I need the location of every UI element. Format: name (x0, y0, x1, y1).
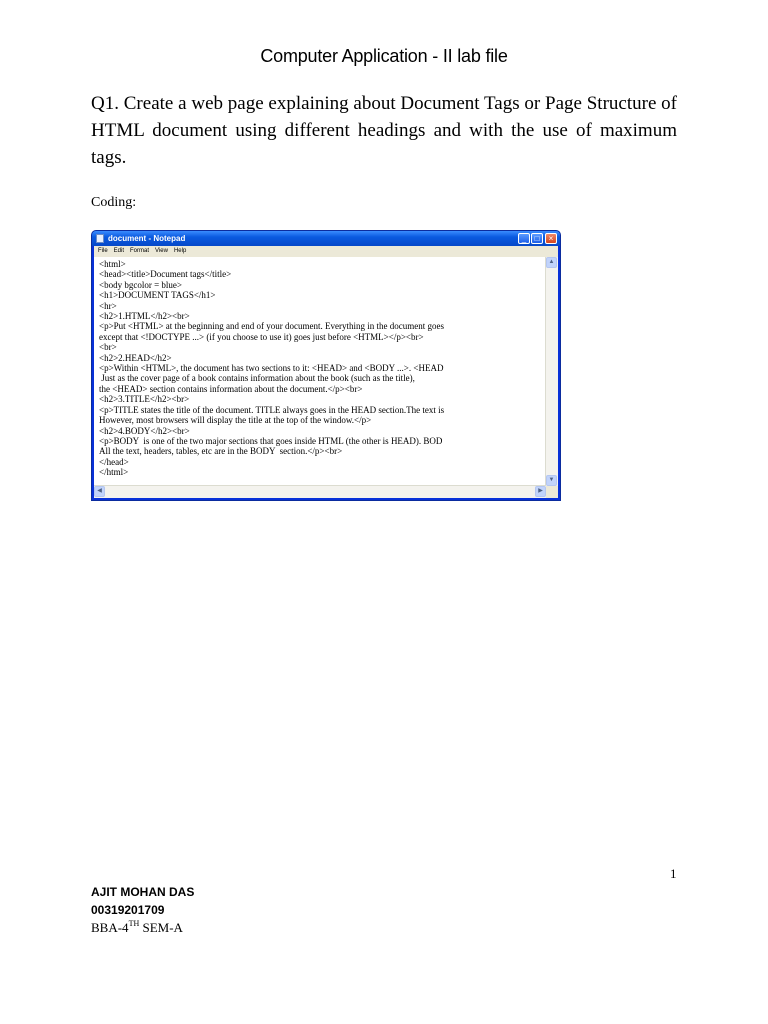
notepad-titlebar[interactable] (92, 231, 560, 246)
page-title: Computer Application - II lab file (260, 46, 508, 66)
notepad-menubar (94, 246, 558, 257)
menu-file[interactable]: File (98, 248, 108, 254)
notepad-app-icon (96, 234, 104, 243)
menu-view[interactable]: View (155, 248, 168, 254)
class-superscript: TH (128, 919, 140, 928)
class-suffix: SEM-A (139, 920, 183, 935)
close-icon[interactable]: × (545, 233, 557, 244)
horizontal-scrollbar[interactable] (94, 485, 546, 498)
footer (91, 883, 194, 937)
roll-number: 00319201709 (91, 903, 165, 917)
notepad-title: document - Notepad (108, 234, 186, 243)
notepad-window (91, 230, 561, 501)
scroll-right-icon[interactable]: ▶ (535, 486, 546, 497)
scroll-up-icon[interactable]: ▲ (546, 257, 557, 268)
menu-help[interactable]: Help (173, 248, 187, 254)
class-info (91, 919, 194, 937)
notepad-text[interactable]: <html> <head><title>Document tags</title> <body bgcolor = blue> <h1>DOCUMENT TAGS</h1> <hr> <h2>1.HTML</h2><br> <p>Put <HTML> at the beginning and end of your document. Everything in the document goes except that <!DOCTYPE ...> (if you choose to use it) goes just before <HTML></p><br> <br> <h2>2.HEAD</h2> <p>Within <HTML>, the document has two sections to it: <HEAD> and <BODY ...>. <HEAD Just as the cover page of a book contains information about the book (such as the title), the <HEAD> section contains information about the document.</p><br> <h2>3.TITLE</h2><br> <p>TITLE states the title of the document. TITLE always goes in the HEAD section.The text is However, most browsers will display the title at the top of the window.</p> <h2>4.BODY</h2><br> <p>BODY is one of the two major sections that goes inside HTML (the other is HEAD). BOD All the text, headers, tables, etc are in the BODY section.</p><br> </head> </html> (99, 259, 445, 478)
menu-format[interactable]: Format (130, 248, 150, 254)
vertical-scrollbar[interactable] (545, 257, 558, 486)
menu-edit[interactable]: Edit (113, 248, 125, 254)
coding-label: Coding: (91, 195, 137, 210)
class-prefix: BBA-4 (91, 920, 129, 935)
scrollbar-corner (546, 486, 558, 498)
maximize-icon[interactable]: □ (531, 233, 543, 244)
notepad-editor[interactable] (94, 257, 558, 498)
page-number: 1 (670, 866, 677, 881)
minimize-icon[interactable]: _ (518, 233, 530, 244)
scroll-left-icon[interactable]: ◀ (94, 486, 105, 497)
scroll-down-icon[interactable]: ▼ (546, 475, 557, 486)
student-name: AJIT MOHAN DAS (91, 885, 195, 899)
question-text: Q1. Create a web page explaining about Document Tags or Page Structure of HTML document using different headings and with the use of maximum tags. (91, 93, 677, 168)
